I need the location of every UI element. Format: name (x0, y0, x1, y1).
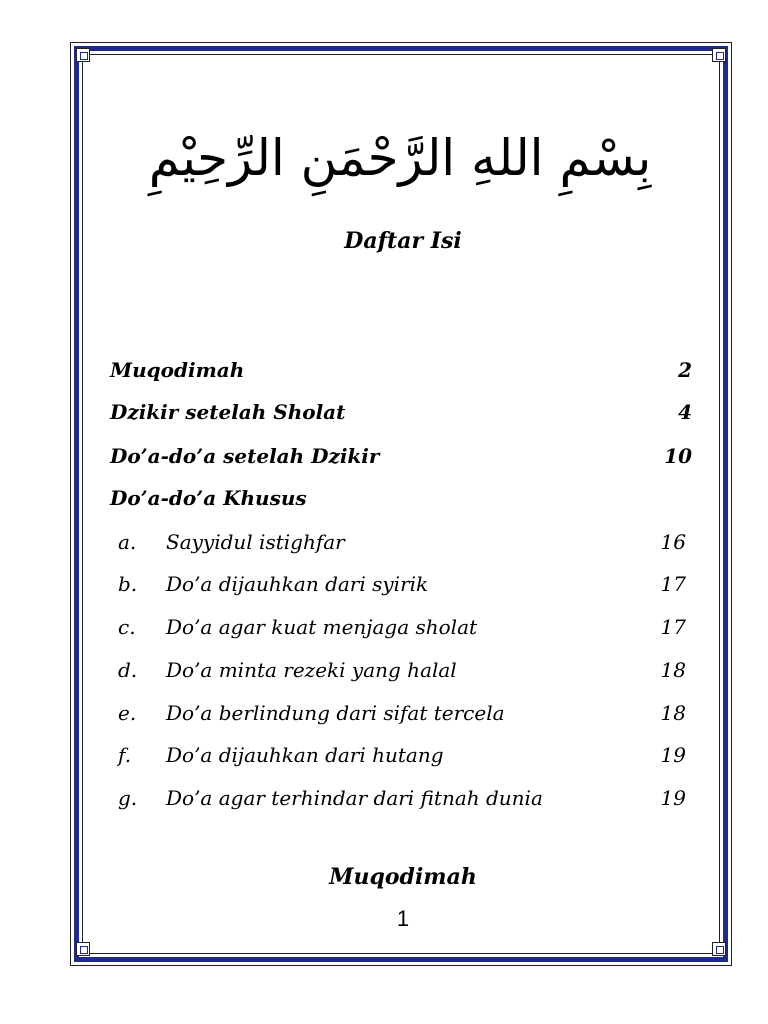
page-number: 1 (396, 906, 410, 931)
toc-subentry-page: 17 (660, 572, 686, 596)
toc-subentry-page: 16 (660, 530, 686, 554)
toc-entry-label: Dzikir setelah Sholat (110, 400, 346, 424)
toc-subentry-letter: f. (118, 743, 132, 767)
toc-subentry-letter: e. (118, 701, 137, 725)
corner-ornament-bottom-left (76, 942, 90, 956)
toc-subentry-page: 17 (660, 615, 686, 639)
toc-subentry-page: 19 (660, 786, 686, 810)
toc-entry-doa-setelah-dzikir[interactable] (110, 444, 692, 474)
toc-entry-page: 2 (678, 358, 692, 382)
toc-subentry-d[interactable] (110, 658, 692, 688)
toc-subentry-label: Sayyidul istighfar (166, 530, 345, 554)
toc-subentry-a[interactable] (110, 530, 692, 560)
bismillah-heading: بِسْمِ اللهِ الرَّحْمَنِ الرِّحِيْمِ (148, 129, 652, 187)
toc-subentry-letter: d. (118, 658, 138, 682)
toc-subentry-label: Do’a dijauhkan dari hutang (166, 743, 444, 767)
toc-subentry-page: 18 (660, 701, 686, 725)
toc-subentry-label: Do’a berlindung dari sifat tercela (166, 701, 505, 725)
toc-subentry-letter: b. (118, 572, 138, 596)
corner-ornament-top-left (76, 48, 90, 62)
toc-subentry-label: Do’a dijauhkan dari syirik (166, 572, 429, 596)
toc-subentry-label: Do’a agar terhindar dari fitnah dunia (166, 786, 543, 810)
toc-subentry-page: 19 (660, 743, 686, 767)
toc-entry-page: 10 (664, 444, 692, 468)
toc-entry-muqodimah[interactable] (110, 358, 692, 388)
section-heading: Muqodimah (329, 864, 477, 890)
toc-subentry-c[interactable] (110, 615, 692, 645)
toc-entry-doa-khusus[interactable] (110, 486, 692, 516)
toc-subentry-label: Do’a agar kuat menjaga sholat (166, 615, 478, 639)
corner-ornament-top-right (712, 48, 726, 62)
toc-subentry-f[interactable] (110, 743, 692, 773)
page-title: Daftar Isi (344, 228, 462, 254)
toc-subentry-b[interactable] (110, 572, 692, 602)
toc-subentry-page: 18 (660, 658, 686, 682)
toc-subentry-e[interactable] (110, 701, 692, 731)
toc-entry-page: 4 (678, 400, 692, 424)
toc-subentry-letter: c. (118, 615, 136, 639)
toc-entry-label: Muqodimah (110, 358, 245, 382)
corner-ornament-bottom-right (712, 942, 726, 956)
toc-entry-label: Do’a-do’a setelah Dzikir (110, 444, 380, 468)
toc-subentry-label: Do’a minta rezeki yang halal (166, 658, 457, 682)
toc-subentry-g[interactable] (110, 786, 692, 816)
toc-entry-label: Do’a-do’a Khusus (110, 486, 307, 510)
toc-entry-dzikir[interactable] (110, 400, 692, 430)
toc-subentry-letter: g. (118, 786, 138, 810)
toc-subentry-letter: a. (118, 530, 137, 554)
